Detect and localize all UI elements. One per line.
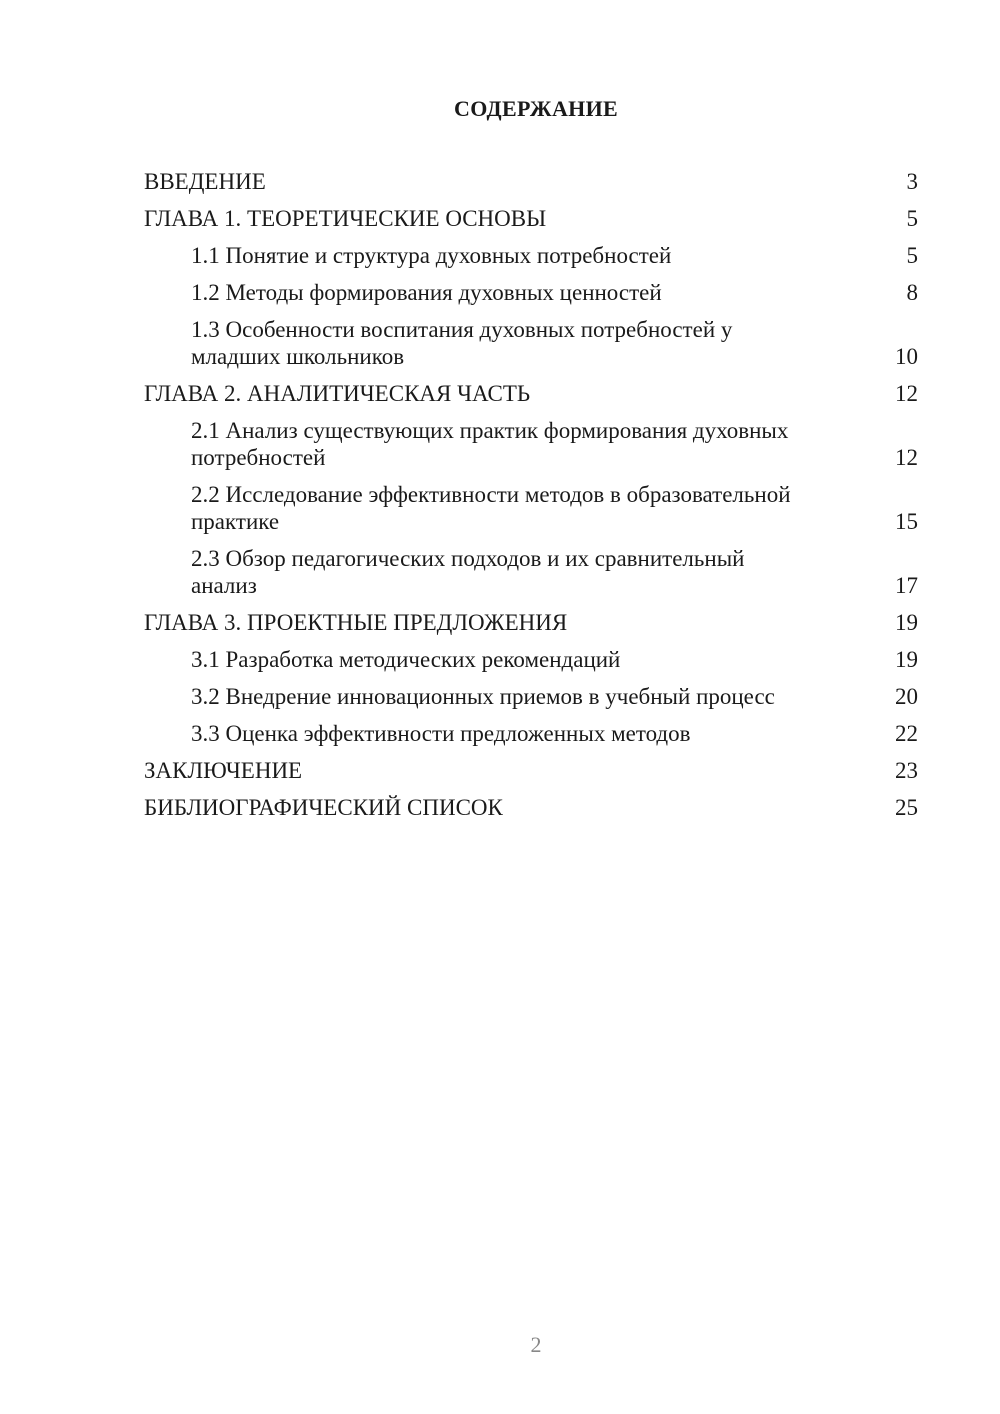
toc-entry-page: 25 [895, 795, 918, 820]
toc-entry-section-3-1[interactable] [144, 646, 918, 673]
toc-entry-label: ЗАКЛЮЧЕНИЕ [144, 758, 303, 783]
toc-entry-section-3-2[interactable] [144, 683, 918, 710]
toc-entry-conclusion[interactable] [144, 757, 918, 784]
table-of-contents [144, 168, 918, 831]
toc-entry-label: 3.1 Разработка методических рекомендаций [191, 647, 621, 672]
toc-entry-page: 5 [906, 243, 918, 268]
toc-entry-label: ГЛАВА 1. ТЕОРЕТИЧЕСКИЕ ОСНОВЫ [144, 206, 547, 231]
page-number: 2 [530, 1332, 542, 1357]
toc-entry-label: ГЛАВА 2. АНАЛИТИЧЕСКАЯ ЧАСТЬ [144, 381, 531, 406]
toc-entry-chapter-1[interactable] [144, 205, 918, 232]
toc-entry-section-2-3[interactable] [144, 545, 918, 599]
toc-entry-chapter-2[interactable] [144, 380, 918, 407]
toc-entry-page: 10 [895, 344, 918, 369]
toc-entry-label: ГЛАВА 3. ПРОЕКТНЫЕ ПРЕДЛОЖЕНИЯ [144, 610, 568, 635]
toc-entry-section-2-1[interactable] [144, 417, 918, 471]
toc-entry-label: 2.1 Анализ существующих практик формирования духовных потребностей [191, 418, 789, 470]
toc-entry-page: 20 [895, 684, 918, 709]
toc-entry-page: 23 [895, 758, 918, 783]
toc-entry-page: 12 [895, 445, 918, 470]
toc-entry-page: 19 [895, 610, 918, 635]
toc-entry-label: 2.2 Исследование эффективности методов в образовательной практике [191, 482, 791, 534]
toc-entry-label: 1.2 Методы формирования духовных ценностей [191, 280, 662, 305]
toc-entry-label: 1.1 Понятие и структура духовных потребностей [191, 243, 672, 268]
toc-entry-bibliography[interactable] [144, 794, 918, 821]
toc-entry-label: 3.3 Оценка эффективности предложенных методов [191, 721, 691, 746]
toc-entry-section-1-3[interactable] [144, 316, 918, 370]
toc-entry-label: 2.3 Обзор педагогических подходов и их сравнительный анализ [191, 546, 745, 598]
toc-entry-introduction[interactable] [144, 168, 918, 195]
toc-entry-section-1-1[interactable] [144, 242, 918, 269]
toc-entry-section-1-2[interactable] [144, 279, 918, 306]
toc-entry-page: 5 [906, 206, 918, 231]
toc-entry-page: 22 [895, 721, 918, 746]
toc-entry-section-2-2[interactable] [144, 481, 918, 535]
toc-entry-page: 8 [906, 280, 918, 305]
toc-entry-label: БИБЛИОГРАФИЧЕСКИЙ СПИСОК [144, 795, 503, 820]
toc-entry-section-3-3[interactable] [144, 720, 918, 747]
toc-entry-page: 17 [895, 573, 918, 598]
toc-entry-chapter-3[interactable] [144, 609, 918, 636]
toc-entry-label: 3.2 Внедрение инновационных приемов в учебный процесс [191, 684, 775, 709]
toc-entry-page: 15 [895, 509, 918, 534]
page-title: СОДЕРЖАНИЕ [454, 96, 618, 121]
toc-entry-label: 1.3 Особенности воспитания духовных потребностей у младших школьников [191, 317, 733, 369]
toc-entry-page: 3 [906, 169, 918, 194]
toc-entry-label: ВВЕДЕНИЕ [144, 169, 266, 194]
toc-entry-page: 19 [895, 647, 918, 672]
toc-entry-page: 12 [895, 381, 918, 406]
